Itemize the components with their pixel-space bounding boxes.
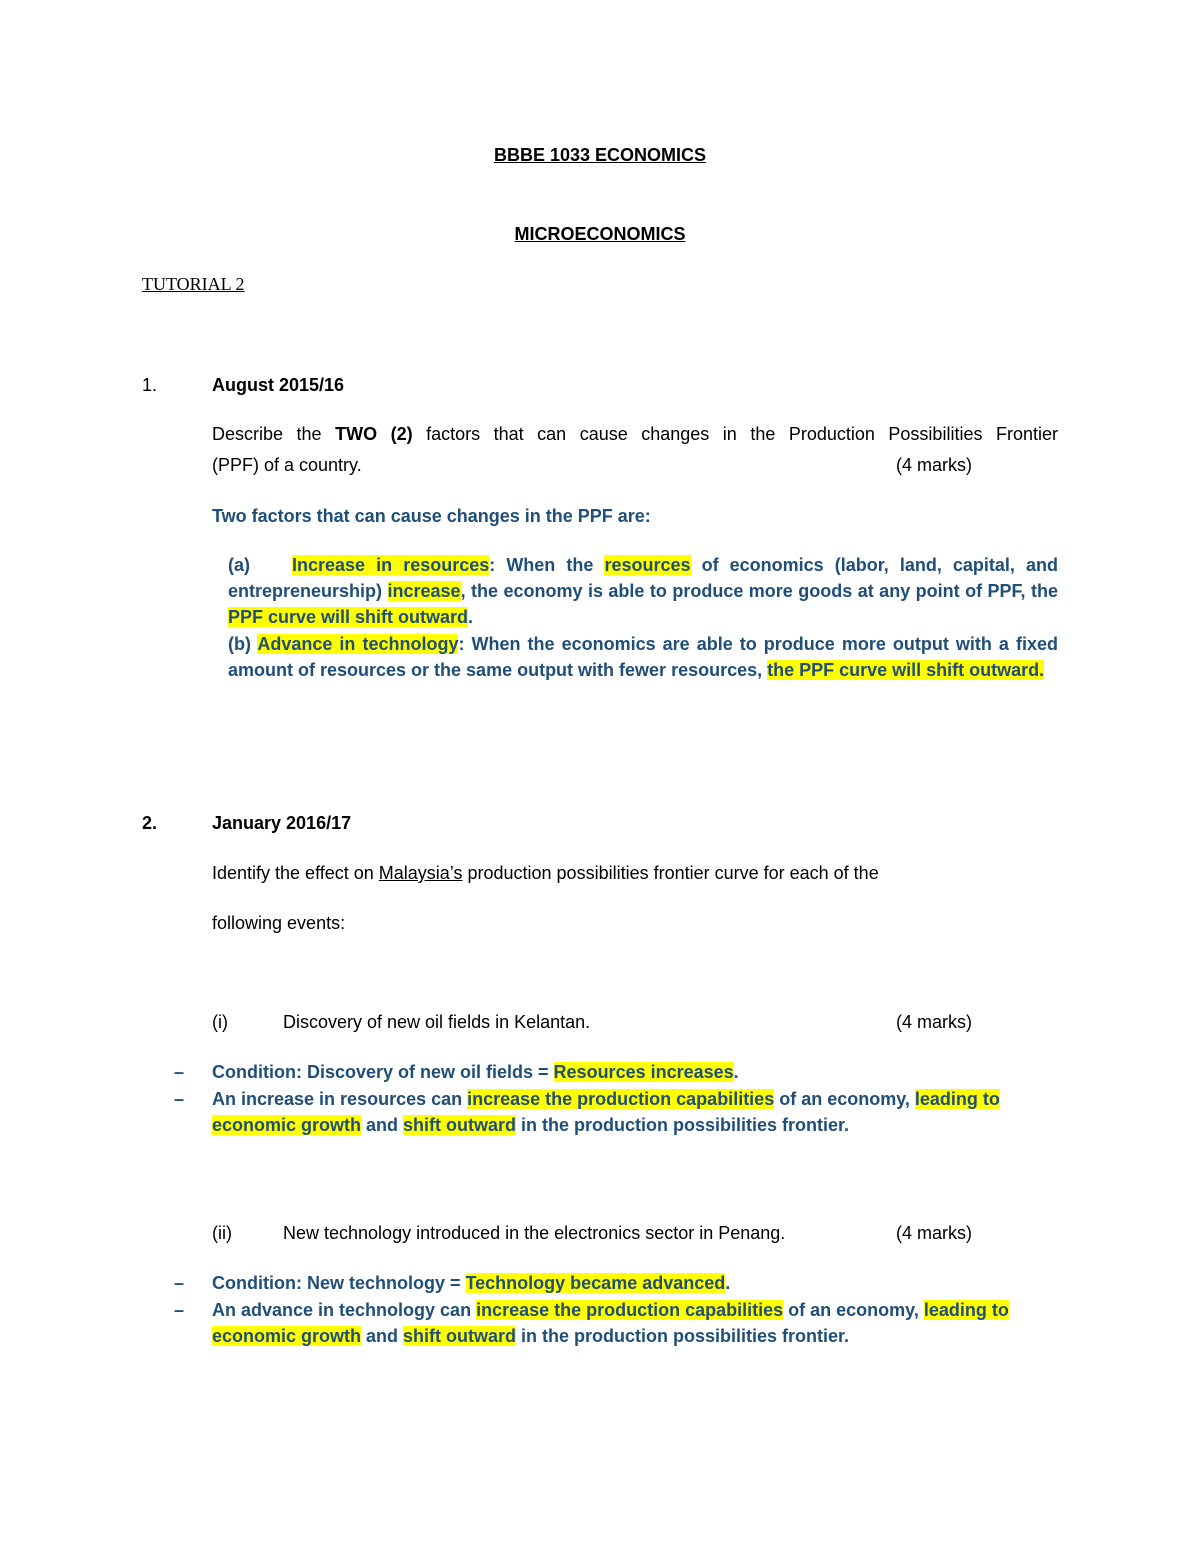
q2-i-exp-highlight-1: increase the production capabilities — [467, 1089, 775, 1109]
q2-i-cond-end: . — [733, 1062, 739, 1082]
q2-ii-exp-text-4: in the production possibilities frontier. — [516, 1326, 850, 1346]
q2-i-exp-text-3: and — [361, 1115, 404, 1135]
q2-intro-line1 — [212, 860, 879, 886]
q1-b-text-1: : When the economics are able to produce more output with a fixed amount of resources or the same output with fewer resources, — [228, 634, 1058, 680]
q2-i-exp-highlight-2: leading to economic growth — [212, 1089, 1000, 1135]
q1-a-label: (a) — [228, 555, 250, 575]
q2-number: 2. — [142, 813, 158, 833]
q2-ii-cond-highlight: Technology became advanced — [465, 1273, 726, 1293]
q1-b-highlight-2: the PPF curve will shift outward. — [767, 660, 1045, 680]
q2-i-marks: (4 marks) — [896, 1012, 972, 1032]
course-title: BBBE 1033 ECONOMICS — [493, 145, 707, 165]
q1-a-highlight-1: Increase in resources — [292, 555, 490, 575]
tutorial-title: TUTORIAL 2 — [142, 274, 245, 294]
q2-ii-cond-end: . — [725, 1273, 731, 1293]
q1-b-label: (b) — [228, 634, 251, 654]
section-title: MICROECONOMICS — [514, 224, 686, 244]
q2-ii-marks: (4 marks) — [896, 1223, 972, 1243]
q2-ii-exp-text-2: of an economy, — [783, 1300, 924, 1320]
q2-ii-exp-text-3: and — [361, 1326, 404, 1346]
q1-a-text-1: : When the — [489, 555, 605, 575]
q1-a-highlight-3: increase — [387, 581, 461, 601]
q2-ii-exp-text-1: An advance in technology can — [212, 1300, 477, 1320]
q2-i-exp-highlight-3: shift outward — [403, 1115, 517, 1135]
q2-i-cond-text: Condition: Discovery of new oil fields = — [212, 1062, 554, 1082]
q2-session: January 2016/17 — [212, 813, 352, 833]
q2-ii-exp-highlight-1: increase the production capabilities — [476, 1300, 784, 1320]
q2-i-exp-text-1: An increase in resources can — [212, 1089, 468, 1109]
q1-b-highlight-1: Advance in technology — [257, 634, 459, 654]
q2-i-exp-text-2: of an economy, — [774, 1089, 915, 1109]
q2-ii-exp-highlight-2: leading to economic growth — [212, 1300, 1009, 1346]
q2-ii-text: New technology introduced in the electronics sector in Penang. — [283, 1223, 786, 1243]
q2-i-cond-highlight: Resources increases — [553, 1062, 734, 1082]
q2-ii-label: (ii) — [212, 1223, 232, 1243]
q1-a-highlight-2: resources — [604, 555, 691, 575]
q2-ii-bullet-2: – — [174, 1300, 185, 1320]
q2-i-bullet-1: – — [174, 1062, 185, 1082]
q2-intro-post: production possibilities frontier curve for each of the — [462, 863, 879, 883]
q2-i-explanation — [212, 1086, 1032, 1138]
q2-ii-exp-highlight-3: shift outward — [403, 1326, 517, 1346]
q1-question-line2: (PPF) of a country. — [212, 455, 362, 475]
q2-ii-cond-text: Condition: New technology = — [212, 1273, 466, 1293]
q1-a-text-4: . — [468, 607, 474, 627]
q1-question-pre: Describe the — [212, 424, 336, 444]
q2-i-label: (i) — [212, 1012, 228, 1032]
q2-ii-explanation — [212, 1297, 1047, 1349]
q2-intro-underlined: Malaysia’s — [378, 863, 463, 883]
q2-ii-bullet-1: – — [174, 1273, 185, 1293]
q2-ii-condition — [212, 1270, 730, 1296]
q1-answer-a — [228, 552, 1058, 630]
q1-session: August 2015/16 — [212, 375, 345, 395]
q1-answer-intro: Two factors that can cause changes in the PPF are: — [212, 506, 651, 526]
q2-i-exp-text-4: in the production possibilities frontier. — [516, 1115, 850, 1135]
q1-question-bold: TWO (2) — [335, 424, 413, 444]
q1-marks: (4 marks) — [896, 455, 972, 475]
q1-a-text-2: of economics (labor, land, capital, and entrepreneurship) — [228, 555, 1058, 601]
q2-i-bullet-2: – — [174, 1089, 185, 1109]
q1-question-line1 — [212, 421, 1058, 447]
q1-answer-b — [228, 631, 1058, 683]
q1-question-post: factors that can cause changes in the Production Possibilities Frontier — [412, 424, 1058, 444]
q1-a-highlight-4: PPF curve will shift outward — [228, 607, 469, 627]
q2-intro-pre: Identify the effect on — [212, 863, 379, 883]
q2-i-text: Discovery of new oil fields in Kelantan. — [283, 1012, 591, 1032]
q2-intro-line2: following events: — [212, 913, 346, 933]
q1-a-text-3: , the economy is able to produce more goods at any point of PPF, the — [460, 581, 1059, 601]
q1-number: 1. — [142, 375, 158, 395]
q2-i-condition — [212, 1059, 739, 1085]
